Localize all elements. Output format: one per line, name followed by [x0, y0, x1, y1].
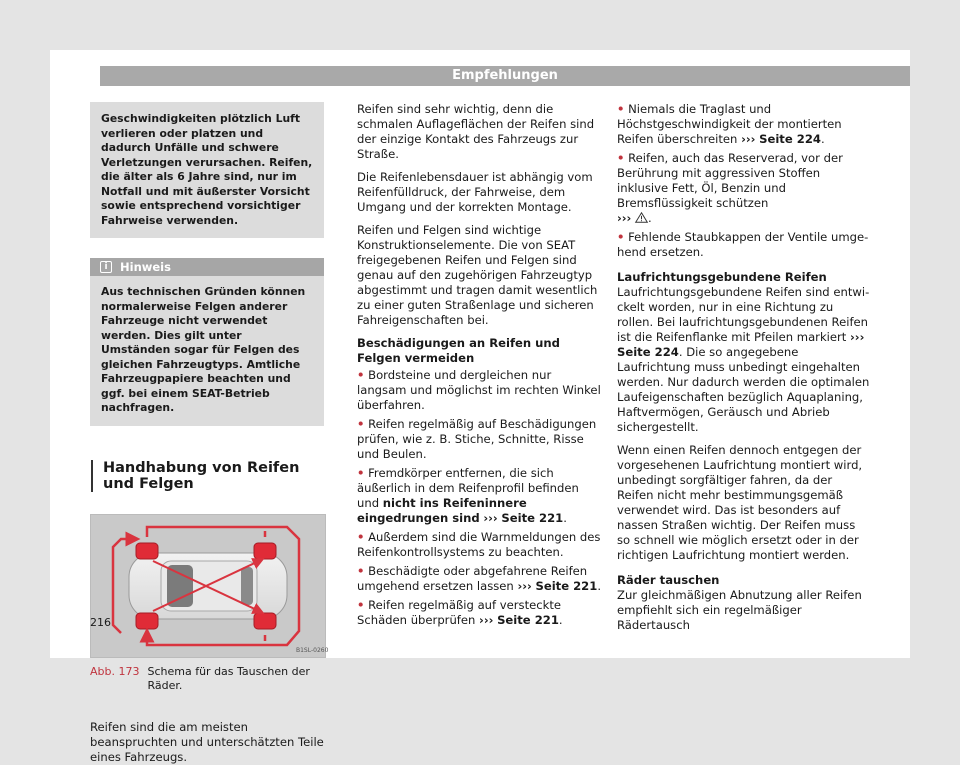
page-ref-link[interactable]: Seite 221 [497, 613, 559, 627]
bullet-icon: • [357, 598, 365, 612]
warning-triangle-icon[interactable] [635, 212, 648, 223]
list-item: • Reifen regelmäßig auf Beschädigungen prüfen, wie z. B. Stiche, Schnitte, Risse und Beulen. [357, 417, 597, 461]
paragraph: Wenn einen Reifen dennoch entgegen der vorgesehenen Laufrichtung montiert wird, unbedingt sorgfältiger fahren, da der Reifen nicht mehr bestimmungsgemäß verwendet wird. Das ist besonders auf nassen Straßen wichtig. Der Reifen muss so schnell wie möglich ersetzt oder in der richtigen Laufrichtung montiert werden. [617, 443, 863, 562]
hinweis-text: Aus technischen Gründen können normalerweise Felgen anderer Fahrzeuge nicht verwendet werden. Dies gilt unter Umständen sogar für Felgen des gleichen Fahrzeugtyps. Amtliche Fahrzeugpapiere beachten und ggf. bei einem SEAT-Betrieb nachfragen. [101, 285, 306, 414]
figure-code: B1SL-0260 [296, 646, 329, 654]
page-ref-arrow-icon: ››› [850, 330, 865, 344]
list-item: • Reifen, auch das Reserverad, vor der Berührung mit aggressiven Stoffen inklusive Fett, Öl, Benzin und Bremsflüssigkeit schützen ››› . [617, 151, 843, 225]
paragraph: Reifen und Felgen sind wichtige Konstruktionselemente. Die von SEAT freigegebenen Reifen und Felgen sind genau auf den zugehörigen Fahrzeugtyp abgestimmt und tragen damit wesentlich zu einer guten Straßenlage und sicheren Fahreigenschaften bei. [357, 223, 598, 327]
page-ref-link[interactable]: Seite 221 [535, 579, 598, 593]
figure-caption-text: Schema für das Tauschen der Räder. [147, 664, 310, 692]
bullet-icon: • [357, 564, 365, 578]
bullet-icon: • [617, 230, 625, 244]
figure-caption [90, 665, 324, 693]
figure-label: Abb. 173 [90, 664, 140, 678]
bullet-icon: • [357, 417, 365, 431]
list-item: • Bordsteine und dergleichen nur langsam und möglichst im rechten Winkel überfahren. [357, 368, 601, 412]
list-item: • Außerdem sind die Warnmeldungen des Reifenkontrollsystems zu beachten. [357, 530, 601, 559]
warning-ref-arrow-icon: ››› [617, 211, 632, 225]
bullet-icon: • [617, 151, 625, 165]
hinweis-title: Hinweis [120, 260, 171, 274]
page-ref-link[interactable]: Seite 224 [617, 345, 679, 359]
page-ref-arrow-icon: ››› [741, 132, 756, 146]
paragraph: Laufrichtungsgebundene Reifen sind entwickelt worden, nur in eine Richtung zu rollen. Bei laufrichtungsgebundenen Reifen ist die Reifenflanke mit Pfeilen markiert ››› Seite 224. Die so angegebene Laufrichtung muss unbedingt eingehalten werden. Nur dadurch werden die optimalen Laufeigenschaften bezüglich Aquaplaning, Haftvermögen, Geräusch und Abrieb sichergestellt. [617, 285, 870, 434]
paragraph: Die Reifenlebensdauer ist abhängig vom Reifenfülldruck, der Fahrweise, dem Umgang und der korrekten Montage. [357, 170, 593, 214]
manual-page [50, 50, 910, 764]
car-top-view-diagram [91, 515, 329, 657]
intro-paragraph: Reifen sind die am meisten beanspruchten und unterschätzten Teile eines Fahrzeugs. [90, 719, 324, 764]
subheading: Räder tauschen [617, 573, 720, 587]
hinweis-box [90, 258, 324, 426]
subheading: Beschädigungen an Reifen und Felgen vermeiden [357, 336, 560, 365]
bullet-icon: • [617, 102, 625, 116]
column-middle [357, 102, 602, 632]
list-item: • Niemals die Traglast und Höchstgeschwindigkeit der montierten Reifen überschreiten ››› Seite 224. [617, 102, 842, 146]
page-ref-arrow-icon: ››› [483, 511, 498, 525]
subheading: Laufrichtungsgebundene Reifen [617, 270, 827, 284]
page-ref-link[interactable]: Seite 224 [759, 132, 821, 146]
bullet-icon: • [357, 368, 365, 382]
info-icon: i [100, 261, 112, 273]
page-ref-arrow-icon: ››› [517, 579, 532, 593]
column-left [90, 102, 329, 765]
paragraph: Reifen sind sehr wichtig, denn die schmalen Auflageflächen der Reifen sind der einzige Kontakt des Fahrzeugs zur Straße. [357, 102, 595, 161]
warning-box: Geschwindigkeiten plötzlich Luft verlieren oder platzen und dadurch Unfälle und schwere Verletzungen verursachen. Reifen, die älter als 6 Jahre sind, nur im Notfall und mit äußerster Vorsicht sowie entsprechend vorsichtiger Fahrweise verwenden. [90, 102, 324, 238]
list-item: • Reifen regelmäßig auf versteckte Schäden überprüfen ››› Seite 221. [357, 598, 563, 627]
column-right [617, 102, 872, 641]
page-header: Empfehlungen [100, 66, 910, 86]
bullet-icon: • [357, 530, 365, 544]
page-ref-arrow-icon: ››› [479, 613, 494, 627]
list-item: • Fehlende Staubkappen der Ventile umgehend ersetzen. [617, 230, 869, 259]
paragraph: Zur gleichmäßigen Abnutzung aller Reifen empfiehlt sich ein regelmäßiger Rädertausch [617, 588, 862, 632]
page-number: 216 [90, 616, 111, 629]
wheel-rotation-figure [90, 514, 329, 658]
list-item: • Beschädigte oder abgefahrene Reifen umgehend ersetzen lassen ››› Seite 221. [357, 564, 602, 593]
list-item: • Fremdkörper entfernen, die sich äußerlich in dem Reifenprofil befinden und nicht ins Reifeninnere eingedrungen sind ››› Seite 221. [357, 466, 579, 525]
section-title: Handhabung von Reifen und Felgen [91, 460, 324, 492]
page-ref-link[interactable]: Seite 221 [501, 511, 564, 525]
bullet-icon: • [357, 466, 365, 480]
hinweis-header [90, 258, 324, 276]
